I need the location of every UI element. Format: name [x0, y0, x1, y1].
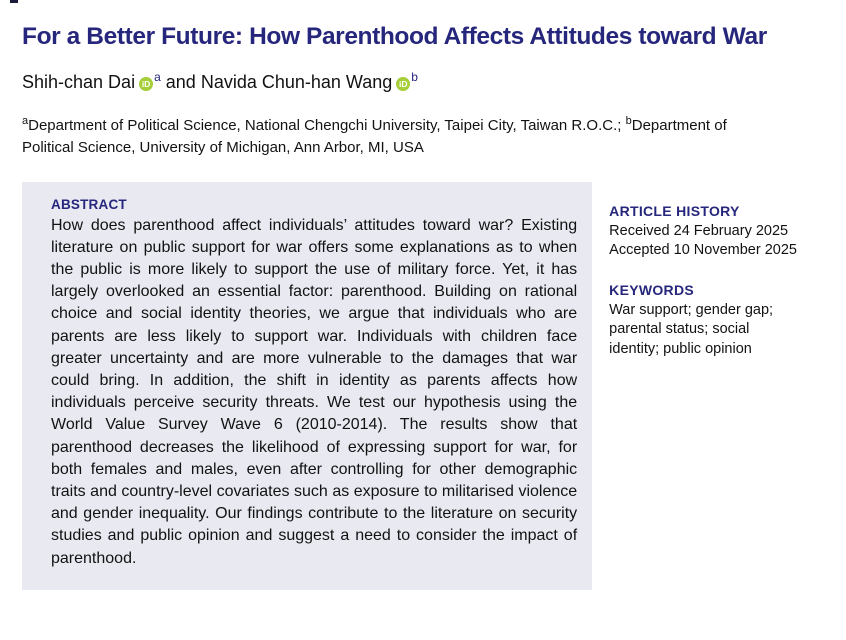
abstract-box	[22, 182, 592, 590]
affiliation-mark-a: a	[22, 114, 29, 127]
main-area	[22, 182, 822, 590]
paper-title: For a Better Future: How Parenthood Affects Attitudes toward War	[22, 23, 767, 50]
author-separator: and	[165, 71, 196, 92]
keywords-block	[609, 282, 822, 360]
affiliation-text-a: Department of Political Science, National Chengchi University, Taipei City, Taiwan R.O.C.;	[28, 116, 626, 134]
affiliation-text-b: Department of Political Science, University of Michigan, Ann Arbor, MI, USA	[22, 116, 727, 156]
author-name-2: Navida Chun-han Wang	[200, 71, 393, 92]
abstract-heading: ABSTRACT	[51, 196, 127, 212]
cropped-glyph-fragment	[10, 0, 18, 3]
abstract-text: How does parenthood affect individuals’ attitudes toward war? Existing literature on public support for war offers some explanations as to when the public is more likely to support the use of military force. Yet, it has largely overlooked an essential factor: parenthood. Building on rational choice and social identity theories, we argue that individuals who are parents are less likely to support war. Individuals with children face greater uncertainty and are more vulnerable to the damages that war could bring. In addition, the shift in identity as parents affects how individuals perceive security threats. We test our hypothesis using the World Value Survey Wave 6 (2010-2014). The results show that parenthood decreases the likelihood of expressing support for war, for both females and males, even after controlling for other demographic traits and country-level covariates such as exposure to militarised violence and gender inequality. Our findings contribute to the literature on security studies and public opinion and suggest a need to consider the impact of parenthood.	[51, 216, 578, 567]
affiliation-mark-b: b	[625, 114, 632, 127]
orcid-icon[interactable]: iD	[139, 77, 153, 91]
orcid-icon[interactable]: iD	[396, 77, 410, 91]
author-line	[22, 70, 822, 93]
author-name-1: Shih-chan Dai	[22, 71, 136, 92]
author-affiliation-mark-a: a	[154, 69, 161, 84]
affiliations	[22, 110, 742, 159]
author-affiliation-mark-b: b	[411, 69, 418, 84]
article-history-heading: ARTICLE HISTORY	[609, 202, 740, 219]
accepted-date: Accepted 10 November 2025	[609, 242, 797, 258]
received-date: Received 24 February 2025	[609, 222, 789, 239]
keywords-heading: KEYWORDS	[609, 281, 695, 298]
article-meta-sidebar	[609, 182, 822, 360]
keywords-text: War support; gender gap; parental status; social identity; public opinion	[609, 301, 774, 357]
